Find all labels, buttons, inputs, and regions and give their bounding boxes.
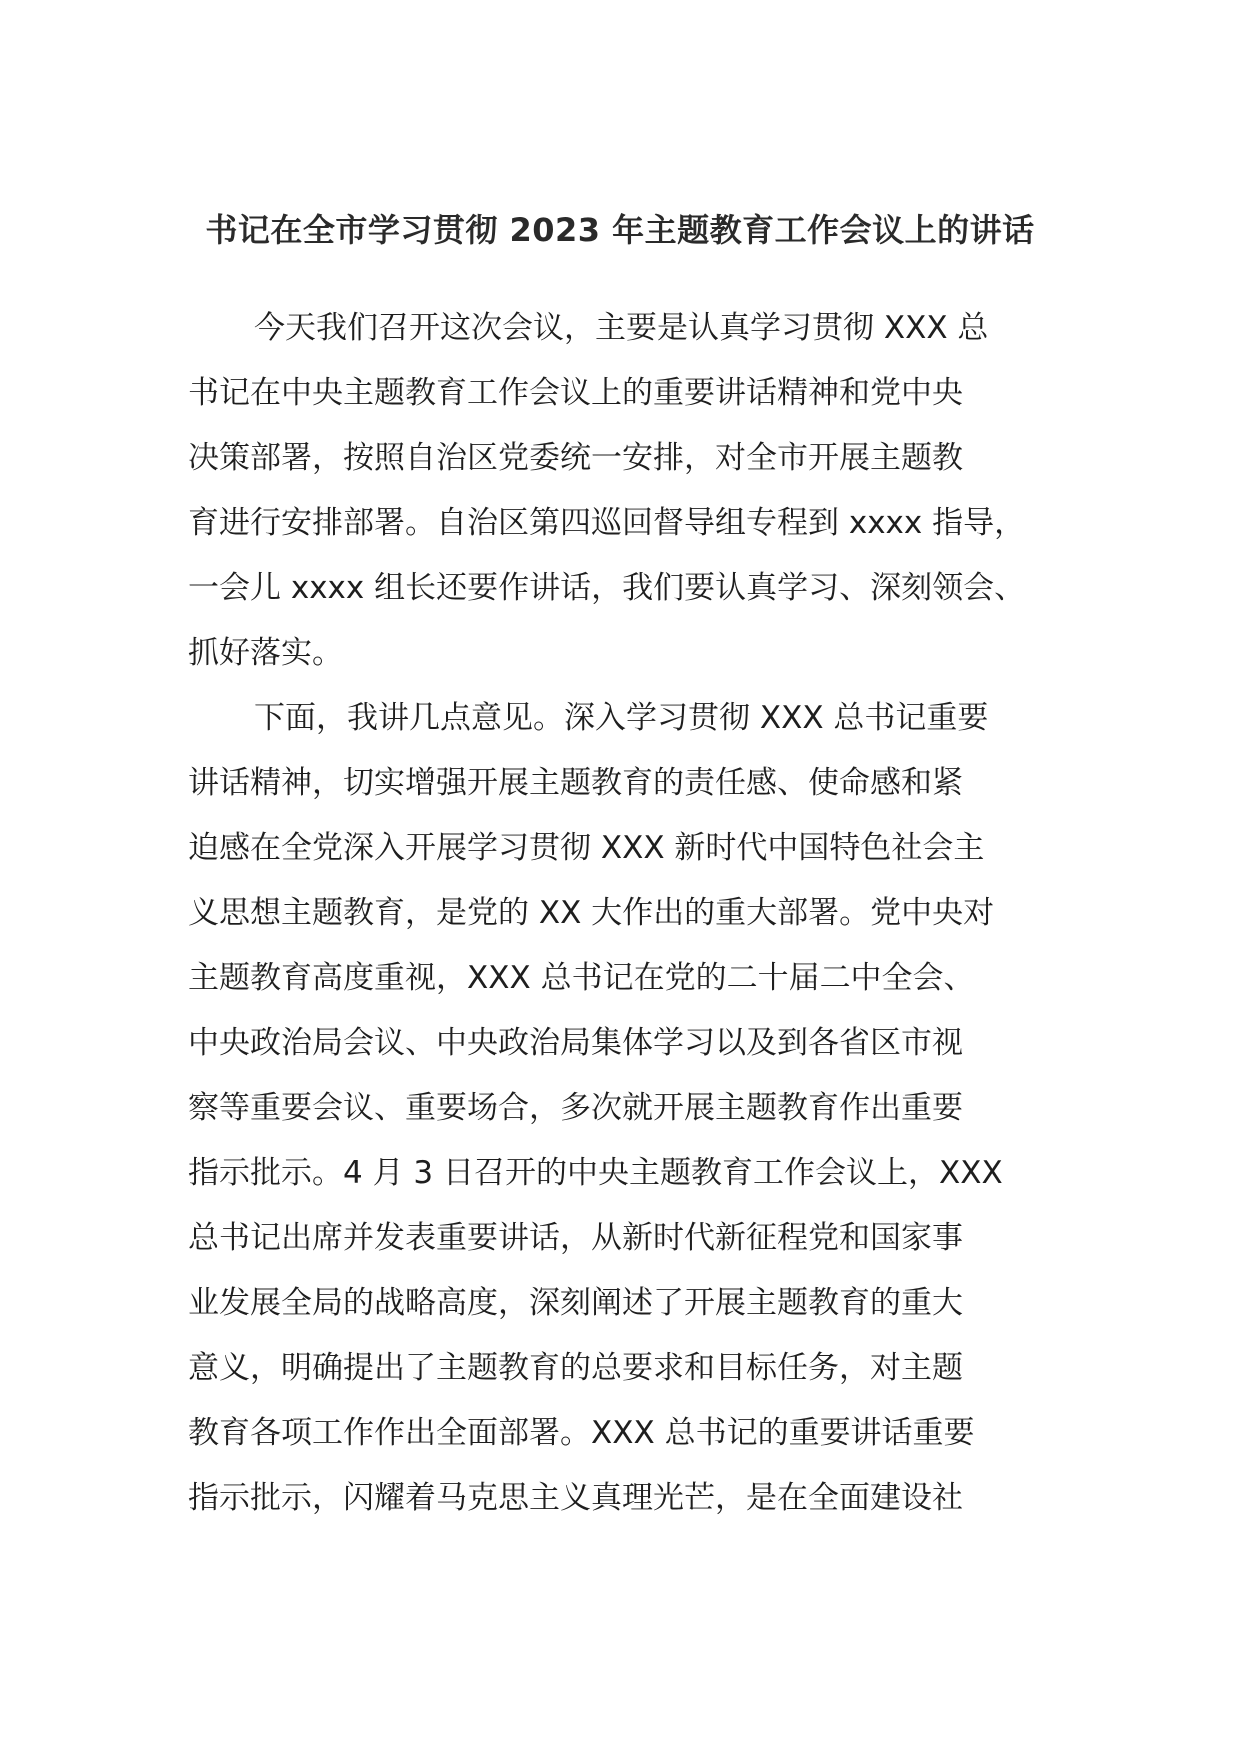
paragraph-2-line: 迫感在全党深入开展学习贯彻 XXX 新时代中国特色社会主 xyxy=(188,830,985,866)
paragraph-1-line: 育进行安排部署。自治区第四巡回督导组专程到 xxxx 指导， xyxy=(188,505,1026,541)
paragraph-1-line: 今天我们召开这次会议，主要是认真学习贯彻 XXX 总 xyxy=(254,310,989,346)
paragraph-2-line: 指示批示，闪耀着马克思主义真理光芒，是在全面建设社 xyxy=(188,1480,963,1516)
paragraph-2-line: 主题教育高度重视，XXX 总书记在党的二十届二中全会、 xyxy=(188,960,975,996)
document-body xyxy=(188,296,1088,1531)
paragraph-1-line: 决策部署，按照自治区党委统一安排，对全市开展主题教 xyxy=(188,440,963,476)
paragraph-2-line: 意义，明确提出了主题教育的总要求和目标任务，对主题 xyxy=(188,1350,963,1386)
paragraph-1-line: 抓好落实。 xyxy=(188,635,343,671)
paragraph-2-line: 讲话精神，切实增强开展主题教育的责任感、使命感和紧 xyxy=(188,765,963,801)
paragraph-2-line: 义思想主题教育，是党的 XX 大作出的重大部署。党中央对 xyxy=(188,895,995,931)
paragraph-1-line: 一会儿 xxxx 组长还要作讲话，我们要认真学习、深刻领会、 xyxy=(188,570,1026,606)
paragraph-2-line: 中央政治局会议、中央政治局集体学习以及到各省区市视 xyxy=(188,1025,963,1061)
paragraph-1-line: 书记在中央主题教育工作会议上的重要讲话精神和党中央 xyxy=(188,375,963,411)
paragraph-2-line: 总书记出席并发表重要讲话，从新时代新征程党和国家事 xyxy=(188,1220,963,1256)
paragraph-2-line: 指示批示。4 月 3 日召开的中央主题教育工作会议上，XXX xyxy=(188,1155,1003,1191)
paragraph-2-line: 下面，我讲几点意见。深入学习贯彻 XXX 总书记重要 xyxy=(254,700,989,736)
paragraph-2-line: 察等重要会议、重要场合，多次就开展主题教育作出重要 xyxy=(188,1090,963,1126)
paragraph-2-line: 业发展全局的战略高度，深刻阐述了开展主题教育的重大 xyxy=(188,1285,963,1321)
paragraph-2-line: 教育各项工作作出全面部署。XXX 总书记的重要讲话重要 xyxy=(188,1415,975,1451)
document-title: 书记在全市学习贯彻 2023 年主题教育工作会议上的讲话 xyxy=(205,211,1035,249)
